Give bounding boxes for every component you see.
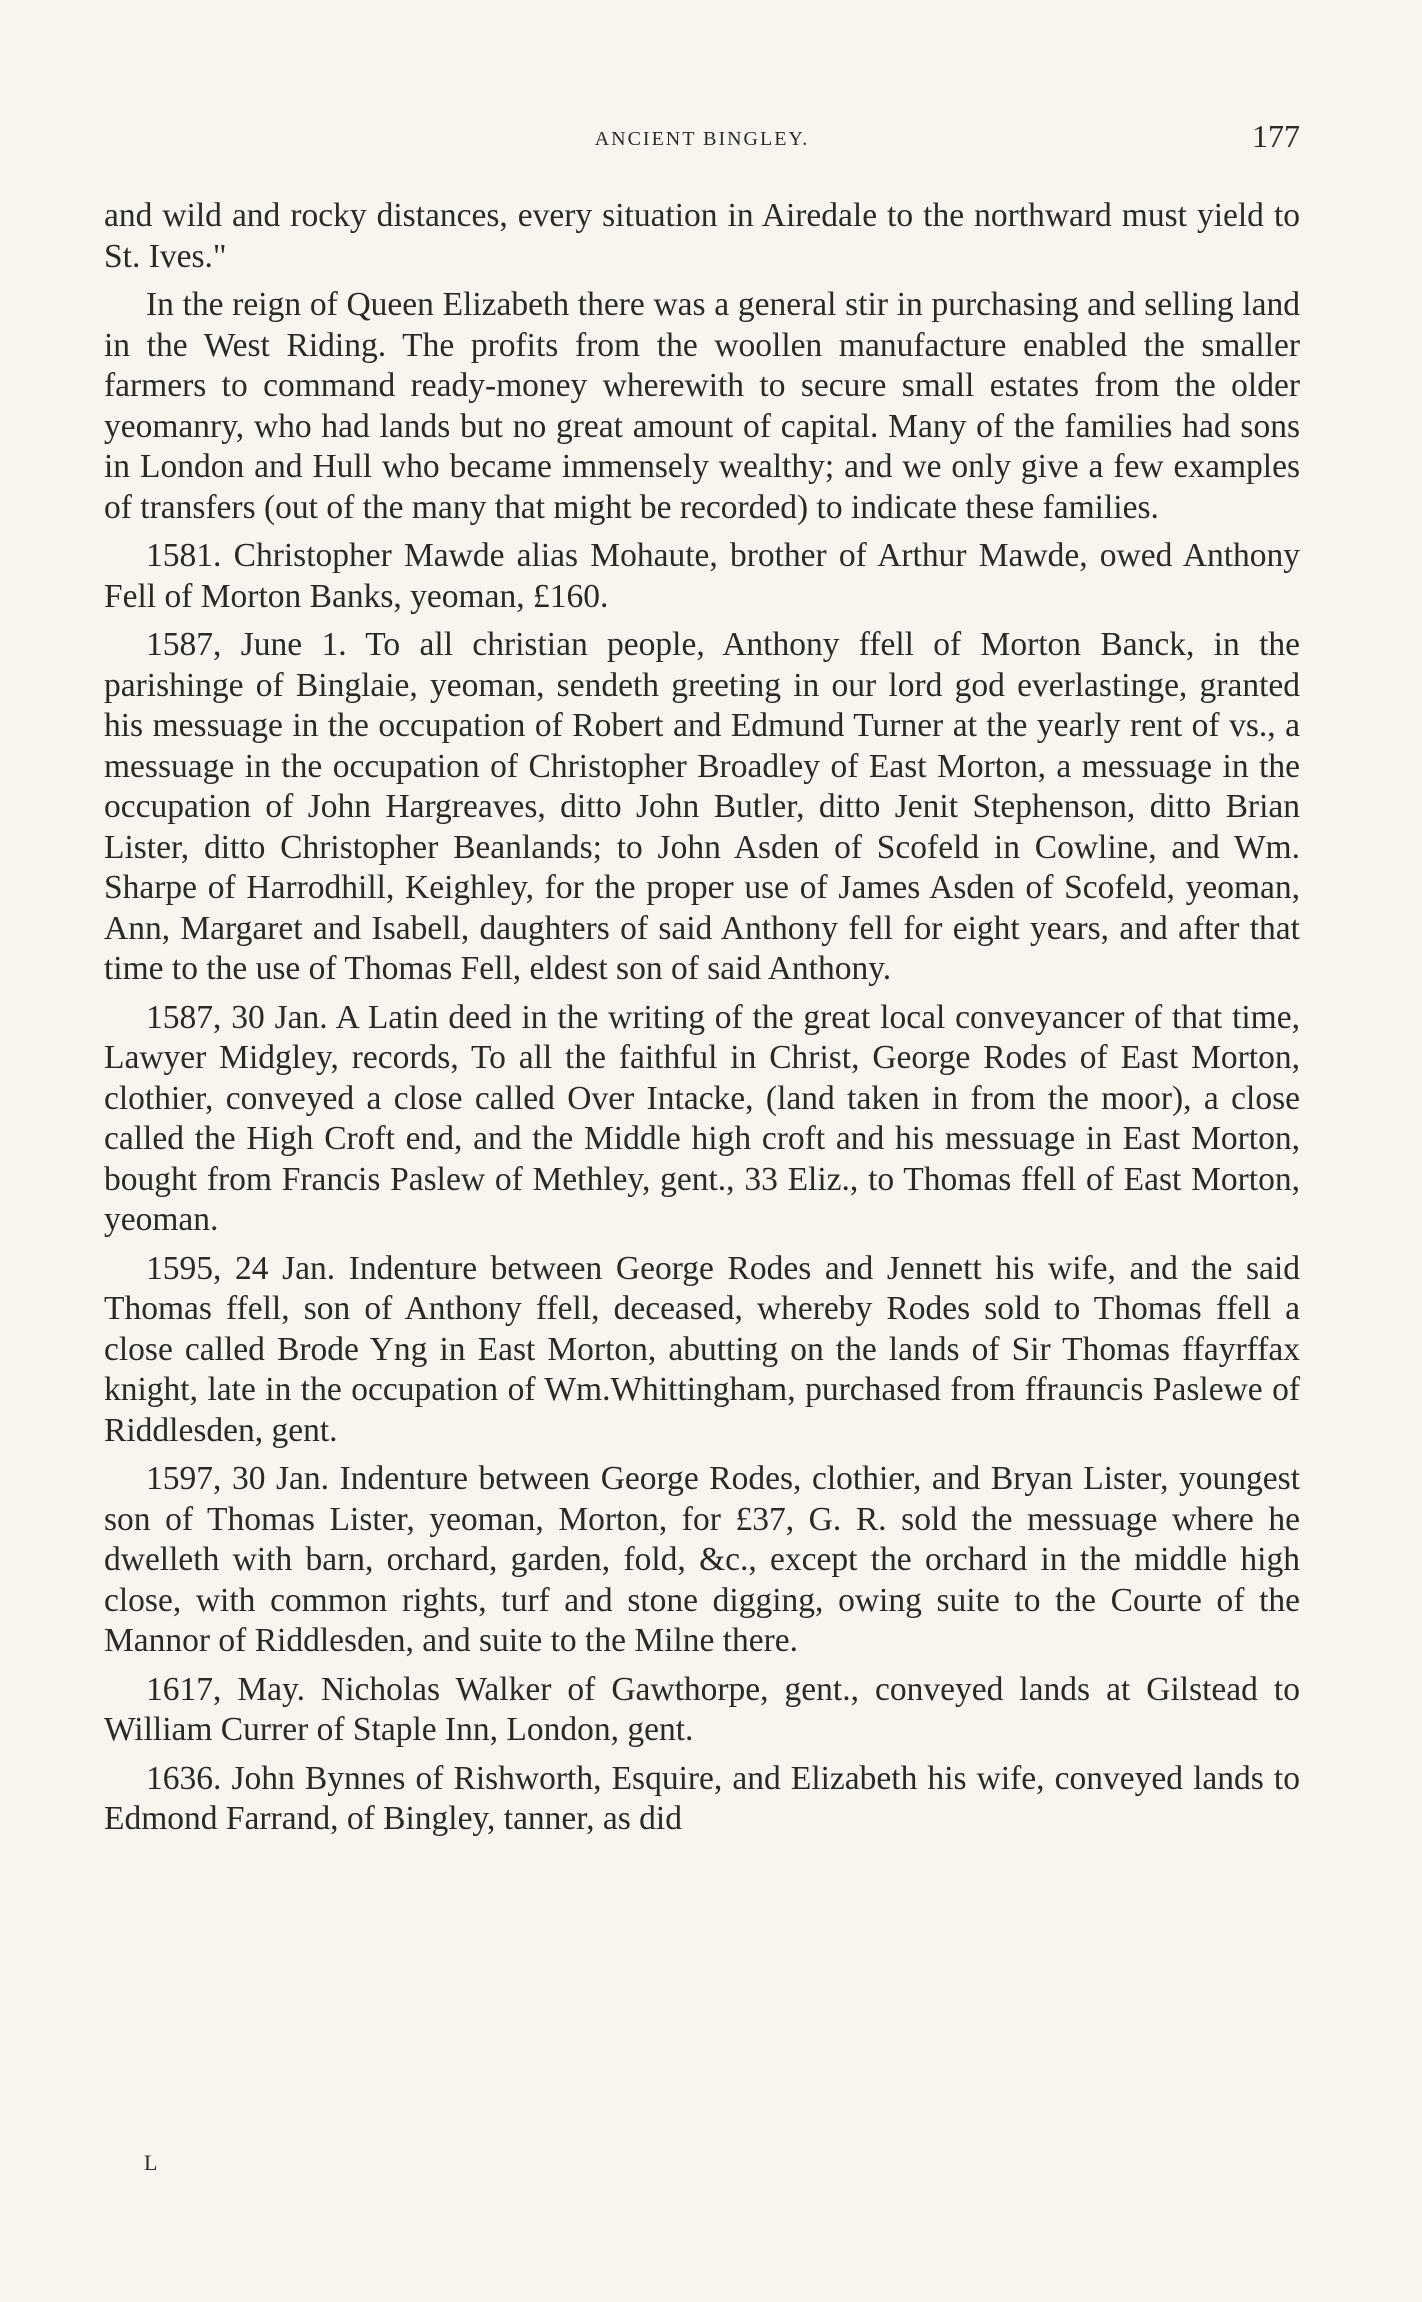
- page-number: 177: [1252, 118, 1300, 154]
- page-header: [104, 118, 1300, 158]
- paragraph-entry-1595: 1595, 24 Jan. Indenture between George Rodes and Jennett his wife, and the said Thomas ffell, son of Anthony ffell, deceased, whereby Rodes sold to Thomas ffell a close called Brode Yng in East Morton, abutting on the lands of Sir Thomas ffayrffax knight, late in the occupation of Wm.Whittingham, purchased from ffrauncis Paslewe of Riddlesden, gent.: [104, 1249, 1300, 1449]
- paragraph-entry-1636: 1636. John Bynnes of Rishworth, Esquire, and Elizabeth his wife, conveyed lands to Edmond Farrand, of Bingley, tanner, as did: [104, 1759, 1300, 1837]
- paragraph-entry-1587-jan: 1587, 30 Jan. A Latin deed in the writing of the great local conveyancer of that time, Lawyer Midgley, records, To all the faithful in Christ, George Rodes of East Morton, clothier, conveyed a close called Over Intacke, (land taken in from the moor), a close called the High Croft end, and the Middle high croft and his messuage in East Morton, bought from Francis Paslew of Methley, gent., 33 Eliz., to Thomas ffell of East Morton, yeoman.: [104, 998, 1300, 1238]
- paragraph-entry-1597: 1597, 30 Jan. Indenture between George Rodes, clothier, and Bryan Lister, youngest son of Thomas Lister, yeoman, Morton, for £37, G. R. sold the messuage where he dwelleth with barn, orchard, garden, fold, &c., except the orchard in the middle high close, with common rights, turf and stone digging, owing suite to the Courte of the Mannor of Riddlesden, and suite to the Milne there.: [104, 1460, 1300, 1659]
- signature-mark: L: [144, 2150, 159, 2175]
- paragraph-entry-1581: 1581. Christopher Mawde alias Mohaute, brother of Arthur Mawde, owed Anthony Fell of Morton Banks, yeoman, £160.: [104, 537, 1300, 615]
- paragraph-continuation: and wild and rocky distances, every situation in Airedale to the northward must yield to St. Ives.": [104, 197, 1300, 275]
- paragraph-entry-1617: 1617, May. Nicholas Walker of Gawthorpe, gent., conveyed lands at Gilstead to William Currer of Staple Inn, London, gent.: [104, 1670, 1300, 1748]
- paragraph-entry-1587-june: 1587, June 1. To all christian people, Anthony ffell of Morton Banck, in the parishinge of Binglaie, yeoman, sendeth greeting in our lord god everlastinge, granted his messuage in the occupation of Robert and Edmund Turner at the yearly rent of vs., a messuage in the occupation of Christopher Broadley of East Morton, a messuage in the occupation of John Hargreaves, ditto John Butler, ditto Jenit Stephenson, ditto Brian Lister, ditto Christopher Beanlands; to John Asden of Scofeld in Cowline, and Wm. Sharpe of Harrodhill, Keighley, for the proper use of James Asden of Scofeld, yeoman, Ann, Margaret and Isabell, daughters of said Anthony fell for eight years, and after that time to the use of Thomas Fell, eldest son of said Anthony.: [104, 626, 1300, 987]
- paragraph-intro: In the reign of Queen Elizabeth there was a general stir in purchasing and selling land in the West Riding. The profits from the woollen manufacture enabled the smaller farmers to command ready-money wherewith to secure small estates from the older yeomanry, who had lands but no great amount of capital. Many of the families had sons in London and Hull who became immensely wealthy; and we only give a few examples of transfers (out of the many that might be recorded) to indicate these families.: [104, 286, 1300, 526]
- body-text: [104, 196, 1300, 1848]
- running-title: ANCIENT BINGLEY.: [594, 128, 810, 150]
